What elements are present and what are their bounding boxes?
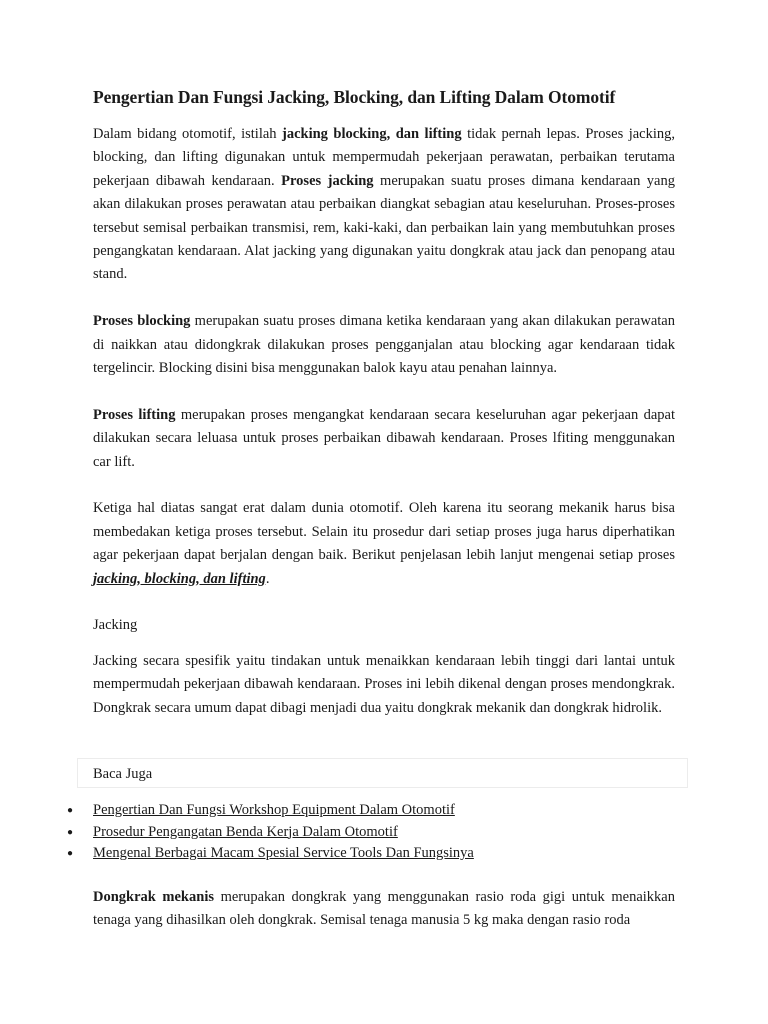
- mekanis-bold: Dongkrak mekanis: [93, 889, 214, 905]
- blocking-bold: Proses blocking: [93, 313, 191, 330]
- lifting-bold: Proses lifting: [93, 406, 176, 423]
- article-continuation: [93, 886, 675, 933]
- blocking-text: merupakan suatu proses dimana ketika kendaraan yang akan dilakukan perawatan di naikkan atau didongkrak dilakukan proses pengganjalan atau blocking agar kendaraan tidak tergelincir. Blocking disini bisa menggunakan balok kayu atau penahan lainnya.: [93, 313, 675, 377]
- related-link-2[interactable]: Prosedur Pengangatan Benda Kerja Dalam Otomotif: [93, 823, 398, 840]
- list-item: [0, 843, 768, 865]
- paragraph-jacking: Jacking secara spesifik yaitu tindakan untuk menaikkan kendaraan lebih tinggi dari lantai untuk mempermudah pekerjaan dibawah kendaraan. Proses ini lebih dikenal dengan proses mendongkrak. Dongkrak secara umum dapat dibagi menjadi dua yaitu dongkrak mekanik dan dongkrak hidrolik.: [93, 652, 675, 716]
- summary-text-2: .: [265, 570, 270, 587]
- related-link-1[interactable]: Pengertian Dan Fungsi Workshop Equipment Dalam Otomotif: [93, 802, 455, 818]
- related-link-3[interactable]: Mengenal Berbagai Macam Spesial Service Tools Dan Fungsinya: [93, 845, 474, 861]
- paragraph-intro: [93, 123, 675, 287]
- intro-bold-terms: jacking blocking, dan lifting: [282, 126, 462, 142]
- paragraph-lifting: [93, 404, 675, 474]
- paragraph-blocking: [93, 310, 675, 380]
- intro-text-2: tidak pernah lepas. Proses jacking, blocking, dan lifting digunakan untuk mempermudah pekerjaan perawatan, perbaikan terutama pekerjaan dibawah kendaraan.: [93, 126, 675, 189]
- baca-juga-label: Baca Juga: [93, 766, 153, 782]
- article-body: [93, 84, 675, 720]
- paragraph-summary: [93, 497, 675, 591]
- list-item: [0, 822, 768, 844]
- summary-link[interactable]: jacking, blocking, dan lifting: [93, 570, 266, 587]
- article-title: Pengertian Dan Fungsi Jacking, Blocking, dan Lifting Dalam Otomotif: [93, 87, 616, 107]
- mekanis-text: merupakan dongkrak yang menggunakan rasio roda gigi untuk menaikkan tenaga yang dihasilkan oleh dongkrak. Semisal tenaga manusia 5 kg maka dengan rasio roda: [93, 889, 675, 929]
- subheading-jacking: Jacking: [93, 617, 138, 634]
- intro-bold-jacking: Proses jacking: [281, 172, 374, 189]
- related-links-list: [0, 800, 768, 865]
- intro-text-1: Dalam bidang otomotif, istilah: [93, 126, 283, 142]
- summary-text-1: Ketiga hal diatas sangat erat dalam dunia otomotif. Oleh karena itu seorang mekanik harus bisa membedakan ketiga proses tersebut. Selain itu prosedur dari setiap proses juga harus diperhatikan agar pekerjaan dapat berjalan dengan baik. Berikut penjelasan lebih lanjut mengenai setiap proses: [93, 500, 675, 564]
- bullet-icon: ●: [67, 848, 74, 859]
- baca-juga-box: [77, 758, 688, 788]
- intro-text-3: merupakan suatu proses dimana kendaraan yang akan dilakukan proses perawatan atau perbaikan diangkat sebagian atau keseluruhan. Proses-proses tersebut semisal perbaikan transmisi, rem, kaki-kaki, dan perbaikan lain yang membutuhkan proses pengangkatan kendaraan. Alat jacking yang digunakan yaitu dongkrak atau jack dan penopang atau stand.: [93, 172, 675, 283]
- paragraph-dongkrak-mekanis: [93, 886, 675, 933]
- bullet-icon: ●: [67, 805, 74, 816]
- list-item: [0, 800, 768, 822]
- lifting-text: merupakan proses mengangkat kendaraan secara keseluruhan agar pekerjaan dapat dilakukan secara leluasa untuk proses perbaikan dibawah kendaraan. Proses lfiting menggunakan car lift.: [93, 406, 675, 470]
- bullet-icon: ●: [67, 826, 74, 838]
